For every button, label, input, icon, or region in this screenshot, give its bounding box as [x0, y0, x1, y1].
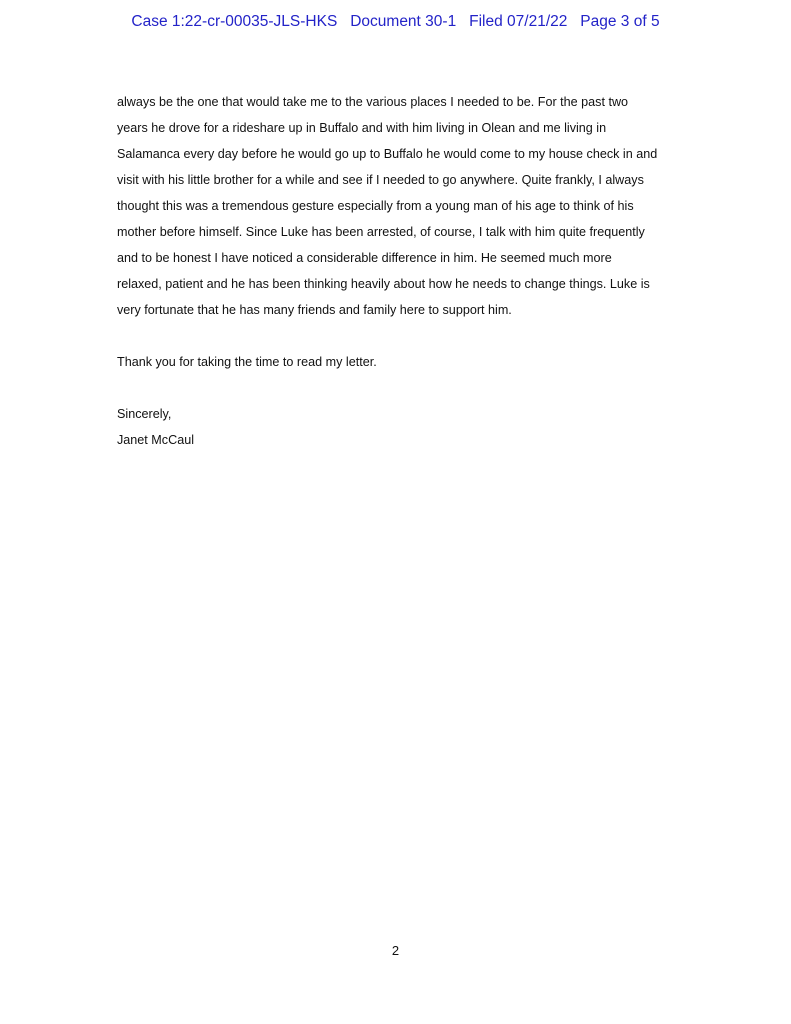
page-number: 2	[391, 943, 400, 958]
letter-paragraph	[117, 93, 657, 327]
paragraph-line: visit with his little brother for a while and see if I needed to go anywhere. Quite frankly, I always	[117, 173, 644, 187]
paragraph-line: and to be honest I have noticed a considerable difference in him. He seemed much more	[117, 251, 612, 265]
paragraph-line: years he drove for a rideshare up in Buffalo and with him living in Olean and me living in	[117, 121, 607, 135]
filed-date: Filed 07/21/22	[469, 13, 568, 30]
signature-name: Janet McCaul	[117, 433, 194, 447]
paragraph-line: mother before himself. Since Luke has been arrested, of course, I talk with him quite frequently	[117, 225, 645, 239]
case-number: Case 1:22-cr-00035-JLS-HKS	[131, 13, 338, 30]
case-header	[0, 13, 791, 31]
closing: Sincerely,	[117, 407, 172, 421]
document-number: Document 30-1	[350, 13, 457, 30]
paragraph-line: Salamanca every day before he would go up to Buffalo he would come to my house check in and	[117, 147, 658, 161]
page-indicator: Page 3 of 5	[580, 13, 660, 30]
thanks-line: Thank you for taking the time to read my letter.	[117, 355, 377, 369]
paragraph-line: always be the one that would take me to the various places I needed to be. For the past two	[117, 95, 629, 109]
paragraph-line: thought this was a tremendous gesture especially from a young man of his age to think of his	[117, 199, 634, 213]
paragraph-line: very fortunate that he has many friends and family here to support him.	[117, 303, 512, 317]
paragraph-line: relaxed, patient and he has been thinking heavily about how he needs to change things. Luke is	[117, 277, 650, 291]
letter-body	[117, 93, 657, 457]
